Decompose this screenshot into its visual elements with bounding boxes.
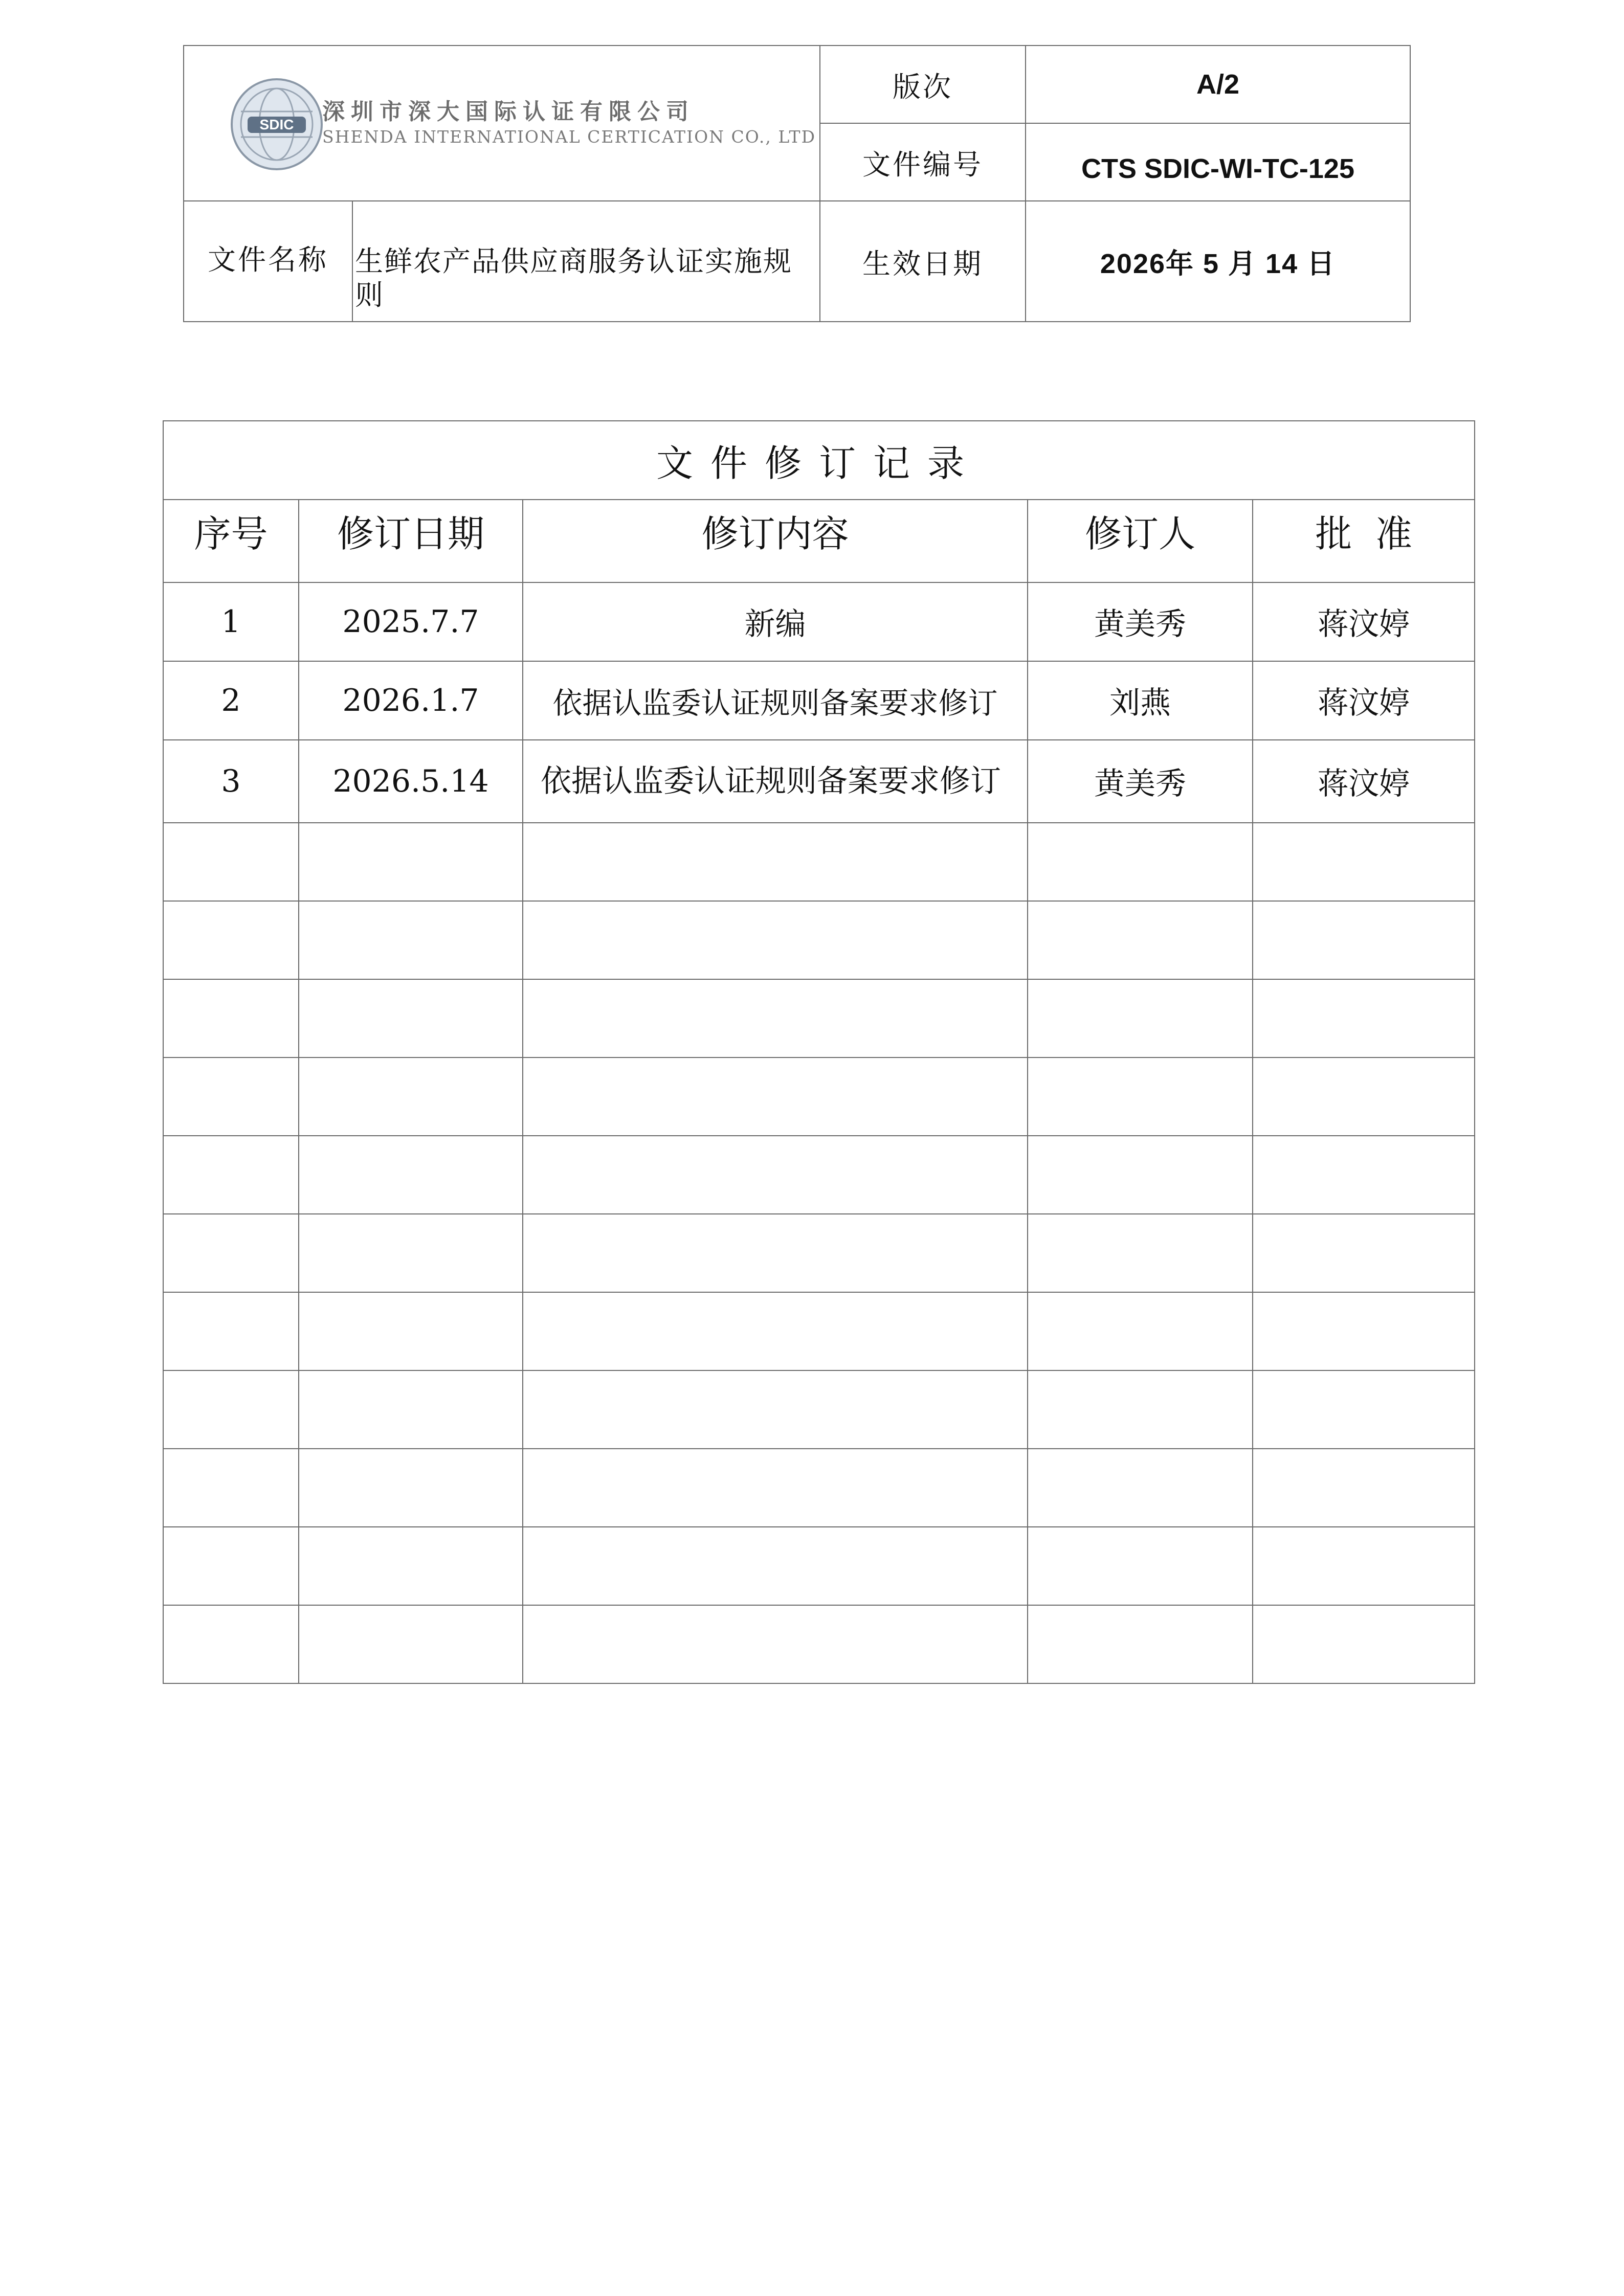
row-reviser: 黄美秀 bbox=[1028, 740, 1253, 823]
row-no: 3 bbox=[163, 740, 299, 823]
row-reviser: 黄美秀 bbox=[1028, 582, 1253, 661]
version-label: 版次 bbox=[820, 46, 1026, 123]
row-no: 1 bbox=[163, 582, 299, 661]
empty-row bbox=[163, 1605, 1475, 1683]
company-logo-block bbox=[184, 46, 820, 201]
table-row bbox=[163, 582, 1475, 661]
effective-date-label: 生效日期 bbox=[820, 201, 1026, 322]
empty-row bbox=[163, 1136, 1475, 1214]
row-content: 依据认监委认证规则备案要求修订 bbox=[523, 740, 1028, 823]
company-logo-icon bbox=[228, 76, 325, 173]
row-approver: 蒋汶婷 bbox=[1253, 582, 1475, 661]
row-date: 2026.5.14 bbox=[299, 740, 523, 823]
table-row bbox=[163, 661, 1475, 740]
company-name-en: SHENDA INTERNATIONAL CERTICATION CO., LTD bbox=[322, 127, 816, 147]
column-header-date: 修订日期 bbox=[299, 500, 523, 582]
row-approver: 蒋汶婷 bbox=[1253, 661, 1475, 740]
row-reviser: 刘燕 bbox=[1028, 661, 1253, 740]
empty-row bbox=[163, 1292, 1475, 1370]
empty-row bbox=[163, 1214, 1475, 1292]
row-approver: 蒋汶婷 bbox=[1253, 740, 1475, 823]
doc-name-label: 文件名称 bbox=[184, 201, 352, 322]
empty-row bbox=[163, 1370, 1475, 1449]
row-content: 依据认监委认证规则备案要求修订 bbox=[523, 661, 1028, 740]
column-header-no: 序号 bbox=[163, 500, 299, 582]
column-header-approver: 批 准 bbox=[1253, 500, 1475, 582]
empty-row bbox=[163, 979, 1475, 1057]
empty-row bbox=[163, 1527, 1475, 1605]
empty-row bbox=[163, 901, 1475, 979]
effective-date-value: 2026年 5 月 14 日 bbox=[1026, 201, 1410, 322]
doc-number-label: 文件编号 bbox=[820, 123, 1026, 201]
empty-row bbox=[163, 1057, 1475, 1136]
empty-row bbox=[163, 823, 1475, 901]
doc-number-value: CTS SDIC-WI-TC-125 bbox=[1026, 123, 1410, 201]
column-header-content: 修订内容 bbox=[523, 500, 1028, 582]
document-header-table bbox=[183, 45, 1411, 322]
svg-text:SDIC: SDIC bbox=[259, 117, 294, 132]
company-name-cn: 深圳市深大国际认证有限公司 bbox=[322, 99, 695, 125]
revision-record-table bbox=[163, 420, 1475, 1684]
row-content: 新编 bbox=[523, 582, 1028, 661]
row-date: 2026.1.7 bbox=[299, 661, 523, 740]
revision-table-title: 文件修订记录 bbox=[163, 421, 1475, 500]
empty-row bbox=[163, 1449, 1475, 1527]
version-value: A/2 bbox=[1026, 46, 1410, 123]
table-row bbox=[163, 740, 1475, 823]
row-no: 2 bbox=[163, 661, 299, 740]
column-header-reviser: 修订人 bbox=[1028, 500, 1253, 582]
doc-name-value: 生鲜农产品供应商服务认证实施规则 bbox=[352, 201, 820, 322]
row-date: 2025.7.7 bbox=[299, 582, 523, 661]
